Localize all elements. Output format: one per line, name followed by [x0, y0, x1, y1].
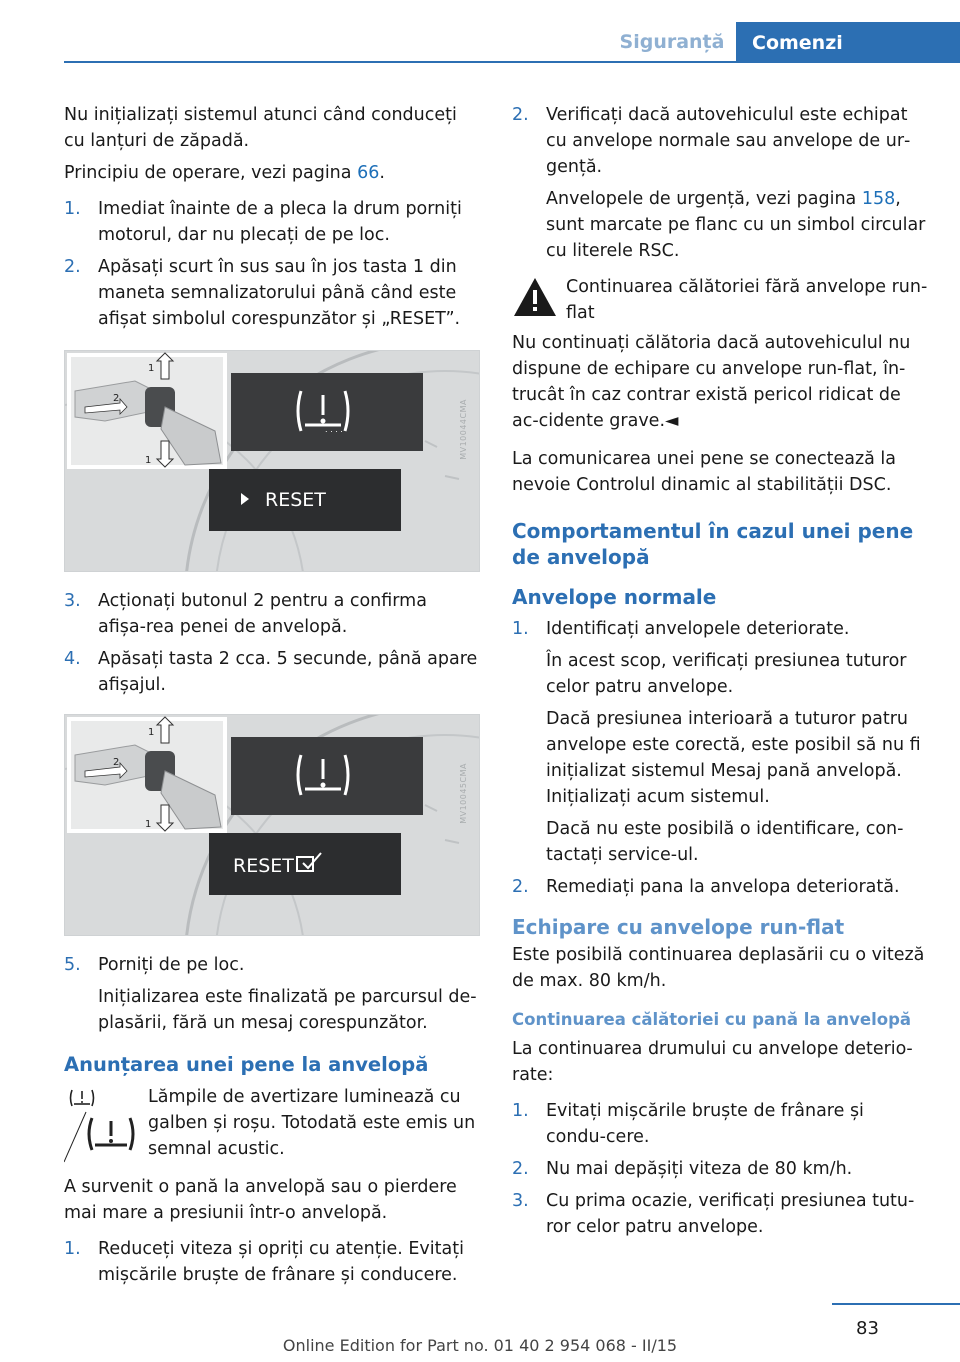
- list-item: [64, 952, 480, 978]
- list-text: Reduceți viteza și opriți cu atenție. Evitați mișcările bruște de frânare și conducere.: [98, 1239, 464, 1285]
- list-text: Evitați mișcările bruște de frânare și condu‐cere.: [546, 1101, 864, 1147]
- list-item: [512, 616, 928, 642]
- svg-text:2: 2: [113, 393, 120, 404]
- warning-lamps-text: Lămpile de avertizare luminează cu galben și roșu. Totodată este emis un semnal acustic.: [148, 1087, 476, 1159]
- list-text: Identificați anvelopele deteriorate.: [546, 619, 850, 639]
- list-item: [512, 874, 928, 900]
- list-number: 3.: [512, 1191, 529, 1211]
- paragraph-principle: [64, 160, 480, 186]
- list-number: 2.: [512, 105, 529, 125]
- list-item: [512, 102, 928, 180]
- list-number: 2.: [64, 257, 81, 277]
- list-subtext: În acest scop, verificați presiunea tuturor celor patru anvelope.: [546, 651, 907, 697]
- page-link-66[interactable]: 66: [357, 163, 380, 183]
- paragraph-snow-chains: Nu inițializați sistemul atunci când conduceți cu lanțuri de zăpadă.: [64, 105, 457, 151]
- list-number: 4.: [64, 649, 81, 669]
- warning-lamps-block: [64, 1084, 480, 1168]
- principle-period: .: [379, 163, 385, 183]
- heading-run-flat: Echipare cu anvelope run-flat: [512, 915, 845, 939]
- paragraph-dsc: La comunicarea unei pene se conectează la nevoie Controlul dinamic al stabilității DSC.: [512, 449, 897, 495]
- list-subtext: Inițializarea este finalizată pe parcursul de‐plasării, fără un mesaj corespunzător.: [98, 987, 477, 1033]
- list-number: 2.: [512, 1159, 529, 1179]
- dashboard-illustration: [65, 715, 480, 936]
- list-text: Porniți de pe loc.: [98, 955, 245, 975]
- list-number: 2.: [512, 877, 529, 897]
- fig2-reset-label: RESET: [233, 855, 294, 877]
- list-subtext: Dacă nu este posibilă o identificare, con‐tactați service-ul.: [546, 819, 904, 865]
- left-column: [64, 102, 480, 1294]
- list-number: 1.: [512, 619, 529, 639]
- list-number: 3.: [64, 591, 81, 611]
- list-number: 1.: [64, 199, 81, 219]
- header-tab-comenzi[interactable]: Comenzi: [736, 22, 960, 63]
- warning-block: [512, 274, 928, 326]
- svg-text:1: 1: [145, 455, 152, 466]
- list-item: [512, 1098, 928, 1150]
- list-subtext: Dacă presiunea interioară a tuturor patru anvelope este corectă, este posibil să nu fi inițializat sistemul Mesaj pană anvelopă. Inițializați acum sistemul.: [546, 709, 921, 807]
- figure-reset-display: [64, 350, 480, 572]
- figure-reset-confirm-display: [64, 714, 480, 936]
- list-item: [64, 588, 480, 640]
- heading-flat-behavior: Comportamentul în cazul unei pene de anvelopă: [512, 519, 914, 569]
- page-link-158[interactable]: 158: [861, 189, 896, 209]
- list-number: 1.: [512, 1101, 529, 1121]
- warning-body: Nu continuați călătoria dacă autovehiculul nu dispune de echipare cu anvelope run-flat, în‐trucât în caz contrar există pericol ridicat de ac‐cidente grave.◄: [512, 333, 911, 431]
- footer-rule: [832, 1303, 960, 1305]
- page-number: 83: [856, 1318, 879, 1339]
- figure-code: MV10044CMA: [459, 399, 468, 460]
- warning-title: Continuarea călătoriei fără anvelope run-flat: [566, 277, 928, 323]
- fig1-reset-label: RESET: [265, 489, 326, 511]
- dashboard-illustration: [65, 351, 480, 572]
- list-number: 1.: [64, 1239, 81, 1259]
- right-column: [512, 102, 928, 1246]
- paragraph-run-flat: Este posibilă continuarea deplasării cu o viteză de max. 80 km/h.: [512, 945, 925, 991]
- svg-text:1: 1: [145, 819, 152, 830]
- list-item: [512, 1156, 928, 1182]
- list-text: Remediați pana la anvelopa deteriorată.: [546, 877, 900, 897]
- paragraph-flat-event: A survenit o pană la anvelopă sau o pierdere mai mare a presiunii într-o anvelopă.: [64, 1177, 457, 1223]
- list-item: [512, 1188, 928, 1240]
- figure-code: MV10045CMA: [459, 763, 468, 824]
- rsc-text-end: , sunt marcate pe flanc cu un simbol circular cu literele RSC.: [546, 189, 926, 261]
- header-rule: [64, 61, 960, 63]
- svg-text:. . . .: . . . .: [325, 425, 343, 434]
- list-item: [64, 254, 480, 332]
- list-subtext: [512, 186, 928, 264]
- list-text: Apăsați tasta 2 cca. 5 secunde, până apare afișajul.: [98, 649, 478, 695]
- footer-edition: Online Edition for Part no. 01 40 2 954 068 - II/15: [282, 1336, 678, 1355]
- svg-text:2: 2: [113, 757, 120, 768]
- list-text: Apăsați scurt în sus sau în jos tasta 1 din maneta semnalizatorului până când este afișat simbolul corespunzător și „RESET”.: [98, 257, 461, 329]
- rsc-text: Anvelopele de urgență, vezi pagina: [546, 189, 862, 209]
- list-number: 5.: [64, 955, 81, 975]
- tire-pressure-warning-icon: [64, 1084, 148, 1168]
- list-text: Nu mai depășiți viteza de 80 km/h.: [546, 1159, 853, 1179]
- svg-text:1: 1: [148, 363, 155, 374]
- principle-text: Principiu de operare, vezi pagina: [64, 163, 358, 183]
- warning-lamps: [64, 1084, 148, 1168]
- warning-triangle-icon: [512, 274, 562, 326]
- heading-continue-with-flat: Continuarea călătoriei cu pană la anvelopă: [512, 1010, 912, 1029]
- list-text: Verificați dacă autovehiculul este echipat cu anvelope normale sau anvelope de ur‐gență.: [546, 105, 911, 177]
- list-text: Acționați butonul 2 pentru a confirma afișa‐rea penei de anvelopă.: [98, 591, 427, 637]
- header-tab-siguranta[interactable]: Siguranță: [619, 30, 725, 53]
- heading-normal-tires: Anvelope normale: [512, 585, 717, 609]
- list-text: Cu prima ocazie, verificați presiunea tutu‐ror celor patru anvelope.: [546, 1191, 915, 1237]
- paragraph-continue: La continuarea drumului cu anvelope deterio‐rate:: [512, 1039, 913, 1085]
- heading-flat-tire-notification: Anunțarea unei pene la anvelopă: [64, 1053, 429, 1076]
- list-item: [64, 196, 480, 248]
- svg-text:1: 1: [148, 727, 155, 738]
- list-item: [64, 1236, 480, 1288]
- list-text: Imediat înainte de a pleca la drum porniți motorul, dar nu plecați de pe loc.: [98, 199, 462, 245]
- list-item: [64, 646, 480, 698]
